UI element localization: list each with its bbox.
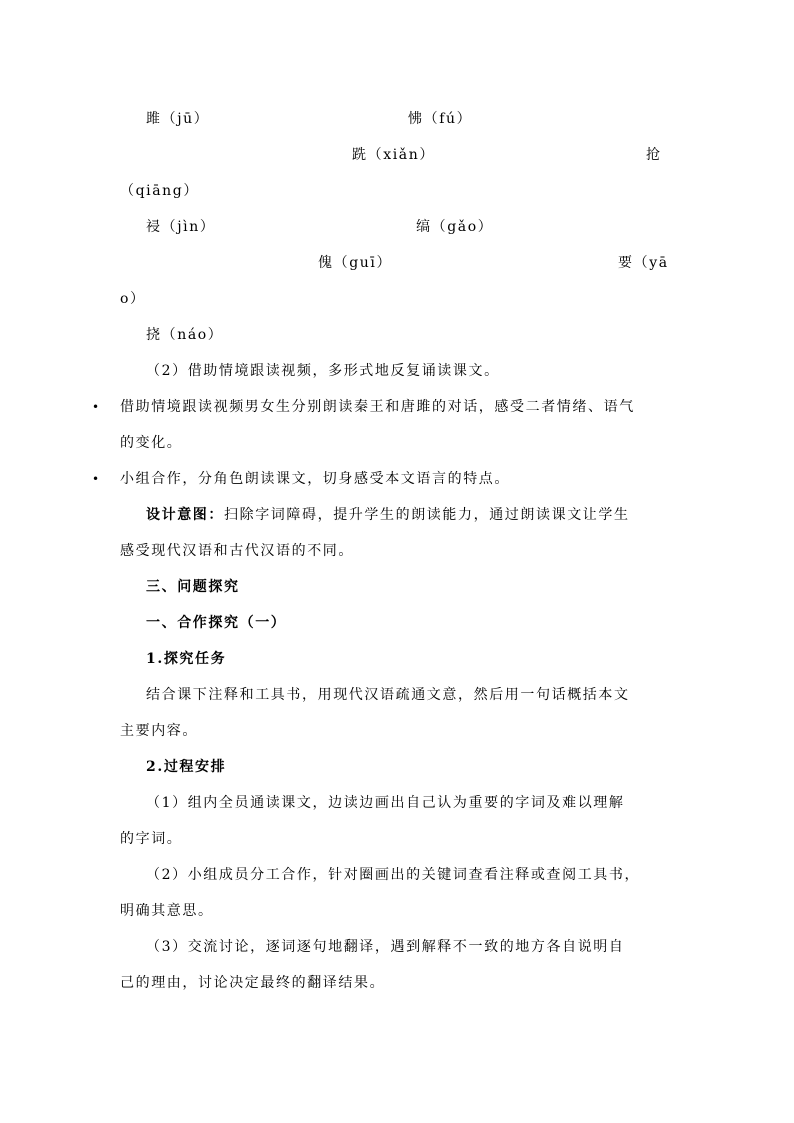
bullet-marker: •	[92, 472, 100, 486]
process-step-3-line-1: （3）交流讨论，逐词逐句地翻译，遇到解释不一致的地方各自说明自	[146, 939, 625, 955]
task-line-1: 结合课下注释和工具书，用现代汉语疏通文意，然后用一句话概括本文	[146, 687, 630, 703]
pinyin-yao-cont: o）	[120, 291, 146, 307]
bullet-1-line-2: 的变化。	[120, 435, 183, 451]
pinyin-gui: 傀（guī）	[318, 255, 393, 271]
pinyin-ju: 雎（jū）	[146, 111, 210, 127]
process-step-1-line-2: 的字词。	[120, 831, 183, 847]
pinyin-gao: 缟（gǎo）	[416, 219, 494, 235]
process-step-3-line-2: 己的理由，讨论决定最终的翻译结果。	[120, 975, 386, 991]
pinyin-qiang-char: 抢	[646, 147, 662, 163]
design-intent	[146, 506, 630, 524]
process-step-2-line-1: （2）小组成员分工合作，针对圈画出的关键词查看注释或查阅工具书，	[146, 867, 641, 883]
task-line-2: 主要内容。	[120, 723, 198, 739]
cooperation-heading: 一、合作探究（一）	[146, 615, 287, 631]
design-intent-text: 扫除字词障碍，提升学生的朗读能力，通过朗读课文让学生	[224, 507, 630, 523]
design-intent-label: 设计意图：	[146, 507, 224, 523]
bullet-marker: •	[92, 400, 100, 414]
process-step-1-line-1: （1）组内全员通读课文，边读边画出自己认为重要的字词及难以理解	[146, 795, 625, 811]
section-heading-3: 三、问题探究	[146, 579, 240, 595]
pinyin-xian: 跣（xiǎn）	[352, 147, 435, 163]
pinyin-yao: 要（yā	[618, 255, 669, 271]
process-heading: 2.过程安排	[146, 759, 227, 775]
pinyin-qiang: （qiāng）	[120, 183, 199, 199]
task-heading: 1.探究任务	[146, 651, 227, 667]
bullet-2: 小组合作，分角色朗读课文，切身感受本文语言的特点。	[120, 471, 510, 487]
pinyin-fu: 怫（fú）	[408, 111, 473, 127]
process-step-2-line-2: 明确其意思。	[120, 903, 214, 919]
pinyin-nao: 挠（náo）	[146, 327, 224, 343]
design-intent-line-2: 感受现代汉语和古代汉语的不同。	[120, 543, 354, 559]
pinyin-jin: 祲（jìn）	[146, 219, 216, 235]
reading-step-2: （2）借助情境跟读视频，多形式地反复诵读课文。	[146, 363, 500, 379]
bullet-1-line-1: 借助情境跟读视频男女生分别朗读秦王和唐雎的对话，感受二者情绪、语气	[120, 399, 635, 415]
